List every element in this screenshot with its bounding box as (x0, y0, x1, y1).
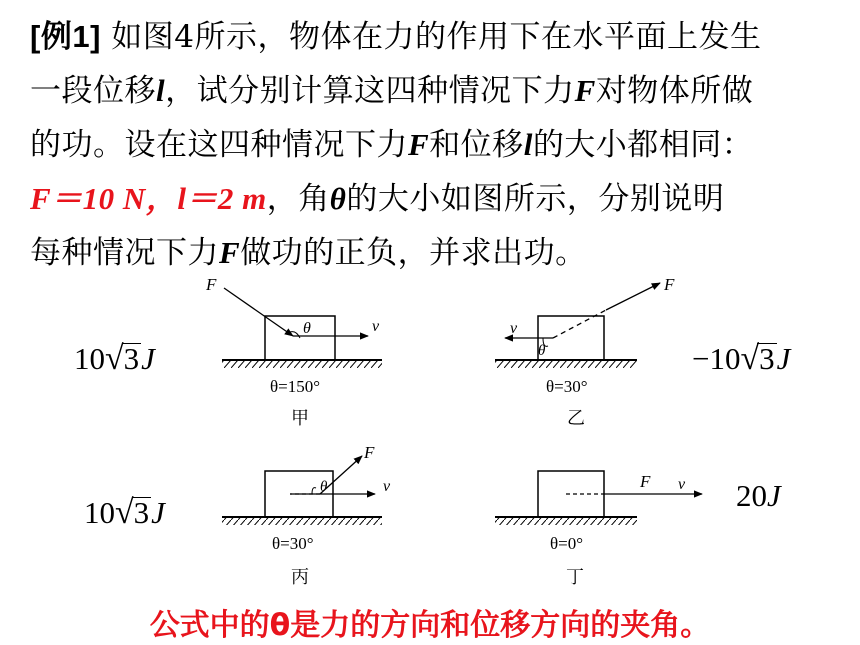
velocity-label: v (372, 318, 380, 335)
ground-hatch (495, 360, 637, 368)
ground-hatch (495, 517, 637, 525)
problem-line-3: 的功。设在这四种情况下力F和位移l的大小都相同： (30, 127, 754, 163)
sqrt-sign: √ (740, 340, 760, 377)
theta-label: θ (303, 320, 311, 337)
force-label: F (640, 472, 651, 491)
caption-ding-name: 丁 (566, 567, 584, 588)
answer-ding: 20J (736, 478, 781, 513)
force-arrow (606, 283, 660, 310)
angle-arc (312, 488, 316, 494)
formula-note: 公式中的θ是力的方向和位移方向的夹角。 (149, 608, 711, 643)
problem-line-1: [例1] 如图4所示，物体在力的作用下在水平面上发生 (30, 19, 762, 55)
velocity-label: v (510, 320, 518, 337)
sqrt-sign: √ (115, 494, 134, 531)
theta-label: θ (320, 479, 328, 495)
answer-yi: −10√3J (692, 340, 791, 377)
answer-jia: 10√3J (74, 340, 155, 377)
velocity-label: v (678, 476, 686, 493)
diagram-yi (495, 275, 675, 368)
caption-yi-angle: θ=30° (546, 377, 588, 396)
force-label: F (664, 275, 675, 294)
problem-line-5: 每种情况下力F做功的正负，并求出功。 (30, 235, 587, 271)
caption-ding-angle: θ=0° (550, 534, 584, 553)
sqrt-sign: √ (105, 340, 124, 377)
given-values: F＝10 N，l＝2 m (30, 181, 267, 216)
answer-bing: 10√3J (84, 494, 165, 531)
problem-line-4: F＝10 N，l＝2 m，角θ的大小如图所示，分别说明 (30, 181, 725, 217)
problem-line-2: 一段位移l，试分别计算这四种情况下力F对物体所做 (30, 73, 754, 109)
caption-bing-name: 丙 (291, 567, 309, 588)
caption-jia-name: 甲 (291, 408, 309, 429)
ground-hatch (222, 517, 382, 525)
ground-hatch (222, 360, 382, 368)
force-arrow (224, 288, 293, 336)
diagram-bing (222, 443, 391, 525)
force-label: F (364, 443, 375, 462)
force-dashed (553, 310, 606, 338)
diagram-ding (495, 471, 702, 525)
example-tag: [例1] (30, 19, 101, 54)
force-label: F (206, 275, 217, 294)
velocity-label: v (383, 478, 391, 495)
caption-yi-name: 乙 (567, 408, 585, 429)
diagram-jia (205, 275, 382, 368)
theta-label: θ (538, 343, 546, 359)
caption-jia-angle: θ=150° (270, 377, 321, 396)
caption-bing-angle: θ=30° (272, 534, 314, 553)
